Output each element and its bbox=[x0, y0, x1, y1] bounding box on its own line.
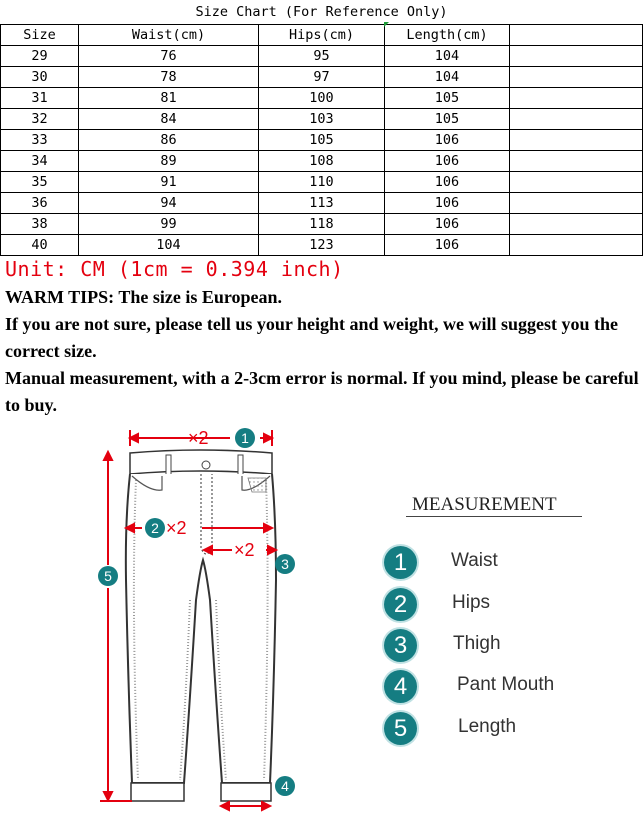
legend-label-hips: Hips bbox=[452, 592, 491, 613]
table-cell: 30 bbox=[1, 67, 79, 88]
size-chart-header-row bbox=[1, 25, 643, 46]
table-cell: 86 bbox=[79, 130, 259, 151]
table-row bbox=[1, 46, 643, 67]
table-cell: 106 bbox=[385, 235, 510, 256]
belt-loop bbox=[238, 455, 243, 477]
legend-title: MEASUREMENT bbox=[412, 494, 557, 515]
table-cell: 110 bbox=[259, 172, 385, 193]
header-size: Size bbox=[1, 25, 79, 46]
table-cell-empty bbox=[510, 235, 643, 256]
legend-number-4-icon: 4 bbox=[384, 670, 417, 703]
cell-corner-mark bbox=[384, 22, 389, 27]
table-cell: 105 bbox=[259, 130, 385, 151]
table-row bbox=[1, 67, 643, 88]
table-cell: 36 bbox=[1, 193, 79, 214]
table-cell-empty bbox=[510, 109, 643, 130]
legend-label-thigh: Thigh bbox=[453, 633, 501, 654]
tip-european: WARM TIPS: The size is European. bbox=[5, 287, 283, 307]
table-cell: 106 bbox=[385, 172, 510, 193]
table-cell: 32 bbox=[1, 109, 79, 130]
header-hips: Hips(cm) bbox=[259, 25, 385, 46]
svg-text:4: 4 bbox=[281, 778, 289, 794]
table-cell: 81 bbox=[79, 88, 259, 109]
table-cell: 113 bbox=[259, 193, 385, 214]
table-cell: 33 bbox=[1, 130, 79, 151]
table-cell-empty bbox=[510, 193, 643, 214]
table-cell: 94 bbox=[79, 193, 259, 214]
table-cell: 123 bbox=[259, 235, 385, 256]
table-cell: 106 bbox=[385, 193, 510, 214]
header-waist: Waist(cm) bbox=[79, 25, 259, 46]
size-chart-body bbox=[1, 46, 643, 256]
legend-number-1-icon: 1 bbox=[384, 546, 417, 579]
legend-title-underline bbox=[406, 516, 582, 517]
size-chart-title-row bbox=[1, 0, 643, 25]
table-cell: 106 bbox=[385, 214, 510, 235]
table-cell: 105 bbox=[385, 109, 510, 130]
table-cell: 40 bbox=[1, 235, 79, 256]
table-cell: 95 bbox=[259, 46, 385, 67]
table-row bbox=[1, 109, 643, 130]
table-cell: 34 bbox=[1, 151, 79, 172]
legend-label-length: Length bbox=[458, 716, 517, 737]
table-cell: 104 bbox=[385, 46, 510, 67]
table-cell: 29 bbox=[1, 46, 79, 67]
table-cell: 38 bbox=[1, 214, 79, 235]
size-chart-title: Size Chart (For Reference Only) bbox=[195, 4, 448, 20]
table-cell-empty bbox=[510, 130, 643, 151]
svg-text:2: 2 bbox=[151, 520, 159, 536]
table-cell: 105 bbox=[385, 88, 510, 109]
header-length: Length(cm) bbox=[385, 25, 510, 46]
jeans-button bbox=[202, 461, 210, 469]
left-cuff bbox=[131, 783, 184, 801]
warm-tips bbox=[5, 284, 641, 419]
table-cell-empty bbox=[510, 151, 643, 172]
legend-number-2-icon: 2 bbox=[384, 588, 417, 621]
legend-label-pant-mouth: Pant Mouth bbox=[457, 674, 555, 695]
table-cell: 76 bbox=[79, 46, 259, 67]
legend-label-waist: Waist bbox=[451, 550, 498, 571]
table-cell: 118 bbox=[259, 214, 385, 235]
table-cell-empty bbox=[510, 46, 643, 67]
svg-text:1: 1 bbox=[241, 430, 249, 446]
jeans-waistband bbox=[130, 450, 272, 474]
belt-loop bbox=[166, 455, 171, 477]
jeans-outline bbox=[126, 474, 276, 783]
table-row bbox=[1, 214, 643, 235]
tip-measurement-error: Manual measurement, with a 2-3cm error is normal. If you mind, please be careful to buy. bbox=[5, 368, 639, 415]
unit-note: Unit: CM (1cm = 0.394 inch) bbox=[5, 257, 344, 281]
table-cell: 106 bbox=[385, 151, 510, 172]
table-cell: 106 bbox=[385, 130, 510, 151]
legend-number-3-icon: 3 bbox=[384, 629, 417, 662]
table-cell: 78 bbox=[79, 67, 259, 88]
table-cell: 97 bbox=[259, 67, 385, 88]
table-row bbox=[1, 172, 643, 193]
table-cell: 103 bbox=[259, 109, 385, 130]
table-cell: 99 bbox=[79, 214, 259, 235]
table-row bbox=[1, 235, 643, 256]
table-cell: 89 bbox=[79, 151, 259, 172]
header-empty bbox=[510, 25, 643, 46]
svg-text:5: 5 bbox=[104, 568, 112, 584]
hips-multiplier: ×2 bbox=[166, 518, 187, 538]
table-cell-empty bbox=[510, 67, 643, 88]
table-row bbox=[1, 130, 643, 151]
table-cell: 31 bbox=[1, 88, 79, 109]
table-cell: 91 bbox=[79, 172, 259, 193]
table-cell-empty bbox=[510, 172, 643, 193]
table-cell: 100 bbox=[259, 88, 385, 109]
right-cuff bbox=[221, 783, 271, 801]
table-row bbox=[1, 193, 643, 214]
table-cell: 108 bbox=[259, 151, 385, 172]
table-cell: 35 bbox=[1, 172, 79, 193]
size-chart-table bbox=[0, 0, 643, 256]
svg-text:3: 3 bbox=[281, 556, 289, 572]
table-cell: 84 bbox=[79, 109, 259, 130]
legend-number-5-icon: 5 bbox=[384, 712, 417, 745]
table-cell: 104 bbox=[385, 67, 510, 88]
table-cell-empty bbox=[510, 214, 643, 235]
table-cell-empty bbox=[510, 88, 643, 109]
jeans-measurement-diagram bbox=[0, 418, 643, 815]
thigh-multiplier: ×2 bbox=[234, 540, 255, 560]
tip-suggest-size: If you are not sure, please tell us your height and weight, we will suggest you the correct size. bbox=[5, 314, 619, 361]
table-cell: 104 bbox=[79, 235, 259, 256]
table-row bbox=[1, 151, 643, 172]
table-row bbox=[1, 88, 643, 109]
waist-multiplier: ×2 bbox=[188, 428, 209, 448]
